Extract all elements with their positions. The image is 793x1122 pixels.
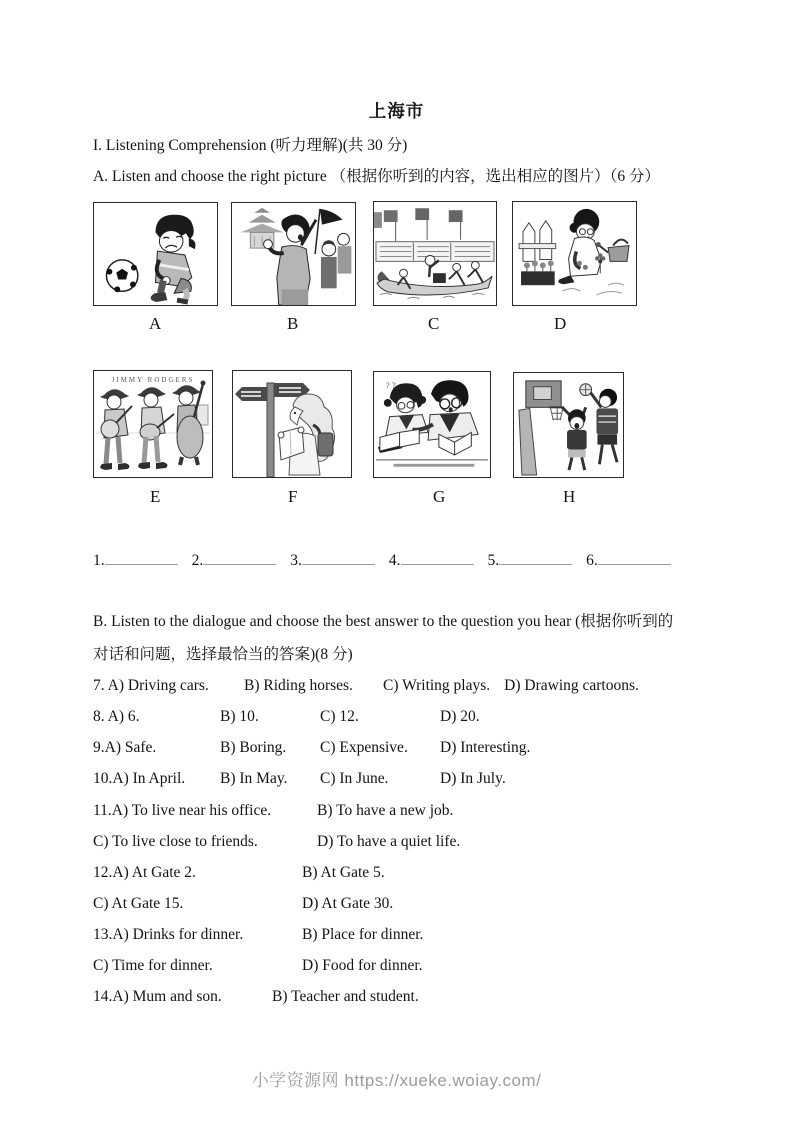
option: C) 12. bbox=[320, 708, 359, 725]
answer-blanks-row bbox=[93, 548, 685, 570]
injured-boy-football-icon bbox=[94, 203, 217, 305]
part-b-instruction-line1: B. Listen to the dialogue and choose the best answer to the question you hear (根据你听到的 bbox=[93, 613, 674, 630]
option: D) 20. bbox=[440, 708, 480, 725]
picture-label-g: G bbox=[433, 487, 446, 506]
picture-a-box bbox=[93, 202, 218, 306]
blank-number-3: 3. bbox=[290, 552, 302, 569]
option: 12.A) At Gate 2. bbox=[93, 864, 196, 881]
answer-blank-line bbox=[401, 548, 474, 565]
picture-d-box bbox=[512, 201, 637, 306]
option: C) To live close to friends. bbox=[93, 833, 258, 850]
picture-e-box bbox=[93, 370, 213, 478]
option: C) In June. bbox=[320, 770, 389, 787]
picture-h-box bbox=[513, 372, 624, 478]
option: D) Interesting. bbox=[440, 739, 531, 756]
picture-c-box bbox=[373, 201, 497, 306]
option: B) Boring. bbox=[220, 739, 287, 756]
option: D) In July. bbox=[440, 770, 506, 787]
option: D) Drawing cartoons. bbox=[504, 677, 639, 694]
option: 7. A) Driving cars. bbox=[93, 677, 209, 694]
part-a-instruction: A. Listen and choose the right picture （根据你听到的内容，选出相应的图片）（6 分） bbox=[93, 168, 660, 185]
answer-blank-line bbox=[598, 548, 671, 565]
students-studying-icon bbox=[374, 372, 490, 477]
question-11-line-ab bbox=[93, 802, 467, 820]
question-13-line-ab bbox=[93, 926, 437, 944]
answer-blank-line bbox=[302, 548, 375, 565]
footer-watermark bbox=[0, 1066, 793, 1091]
picture-b-box bbox=[231, 202, 356, 306]
option: B) To have a new job. bbox=[317, 802, 454, 819]
option: B) Teacher and student. bbox=[272, 988, 419, 1005]
picture-f-box bbox=[232, 370, 352, 478]
question-14-line-ab bbox=[93, 988, 433, 1006]
band-caption-text: JIMMY RODGERS bbox=[111, 376, 195, 384]
picture-label-f: F bbox=[288, 487, 298, 506]
option: D) At Gate 30. bbox=[302, 895, 394, 912]
picture-g-box bbox=[373, 371, 491, 478]
question-11-line-cd bbox=[93, 833, 474, 851]
kids-basketball-icon bbox=[514, 373, 623, 477]
picture-label-d: D bbox=[554, 314, 567, 333]
question-12-line-ab bbox=[93, 864, 399, 882]
picture-label-b: B bbox=[287, 314, 299, 333]
option: C) Time for dinner. bbox=[93, 957, 213, 974]
cowboy-band-icon bbox=[94, 371, 212, 477]
question-marks-annotation: ? ? bbox=[385, 380, 396, 391]
option: 8. A) 6. bbox=[93, 708, 140, 725]
blank-number-1: 1. bbox=[93, 552, 105, 569]
question-10-line bbox=[93, 770, 520, 788]
option: C) Writing plays. bbox=[383, 677, 491, 694]
picture-label-c: C bbox=[428, 314, 440, 333]
blank-number-2: 2. bbox=[191, 552, 204, 569]
girl-map-signpost-icon bbox=[233, 371, 351, 477]
picture-label-h: H bbox=[563, 487, 576, 506]
page-title: 上海市 bbox=[368, 101, 425, 121]
question-13-line-cd bbox=[93, 957, 437, 975]
question-12-line-cd bbox=[93, 895, 407, 913]
question-9-line bbox=[93, 739, 544, 757]
option: B) Riding horses. bbox=[244, 677, 353, 694]
option: C) Expensive. bbox=[320, 739, 408, 756]
answer-blank-line bbox=[203, 548, 276, 565]
answer-blank-line bbox=[105, 548, 178, 565]
part-b-instruction-line2: 对话和问题，选择最恰当的答案)(8 分) bbox=[93, 646, 353, 663]
question-8-line bbox=[93, 708, 494, 726]
answer-blank-line bbox=[499, 548, 572, 565]
option: B) 10. bbox=[220, 708, 259, 725]
option: 11.A) To live near his office. bbox=[93, 802, 272, 819]
option: D) To have a quiet life. bbox=[317, 833, 461, 850]
option: 14.A) Mum and son. bbox=[93, 988, 222, 1005]
option: D) Food for dinner. bbox=[302, 957, 423, 974]
option: 9.A) Safe. bbox=[93, 739, 157, 756]
blank-number-5: 5. bbox=[487, 552, 500, 569]
dragon-boat-race-icon bbox=[374, 202, 496, 305]
question-7-line bbox=[93, 677, 653, 695]
option: 13.A) Drinks for dinner. bbox=[93, 926, 244, 943]
footer-url: https://xueke.woiay.com/ bbox=[344, 1071, 542, 1090]
picture-label-a: A bbox=[149, 314, 162, 333]
footer-site-name: 小学资源网 bbox=[251, 1071, 340, 1090]
option: B) Place for dinner. bbox=[302, 926, 424, 943]
girl-gardening-icon bbox=[513, 202, 636, 305]
section-heading: I. Listening Comprehension (听力理解)(共 30 分) bbox=[93, 137, 408, 154]
option: C) At Gate 15. bbox=[93, 895, 184, 912]
blank-number-6: 6. bbox=[586, 552, 598, 569]
tour-guide-flag-pagoda-icon bbox=[232, 203, 355, 305]
blank-number-4: 4. bbox=[388, 552, 401, 569]
option: 10.A) In April. bbox=[93, 770, 186, 787]
option: B) In May. bbox=[220, 770, 288, 787]
option: B) At Gate 5. bbox=[302, 864, 385, 881]
picture-label-e: E bbox=[150, 487, 161, 506]
